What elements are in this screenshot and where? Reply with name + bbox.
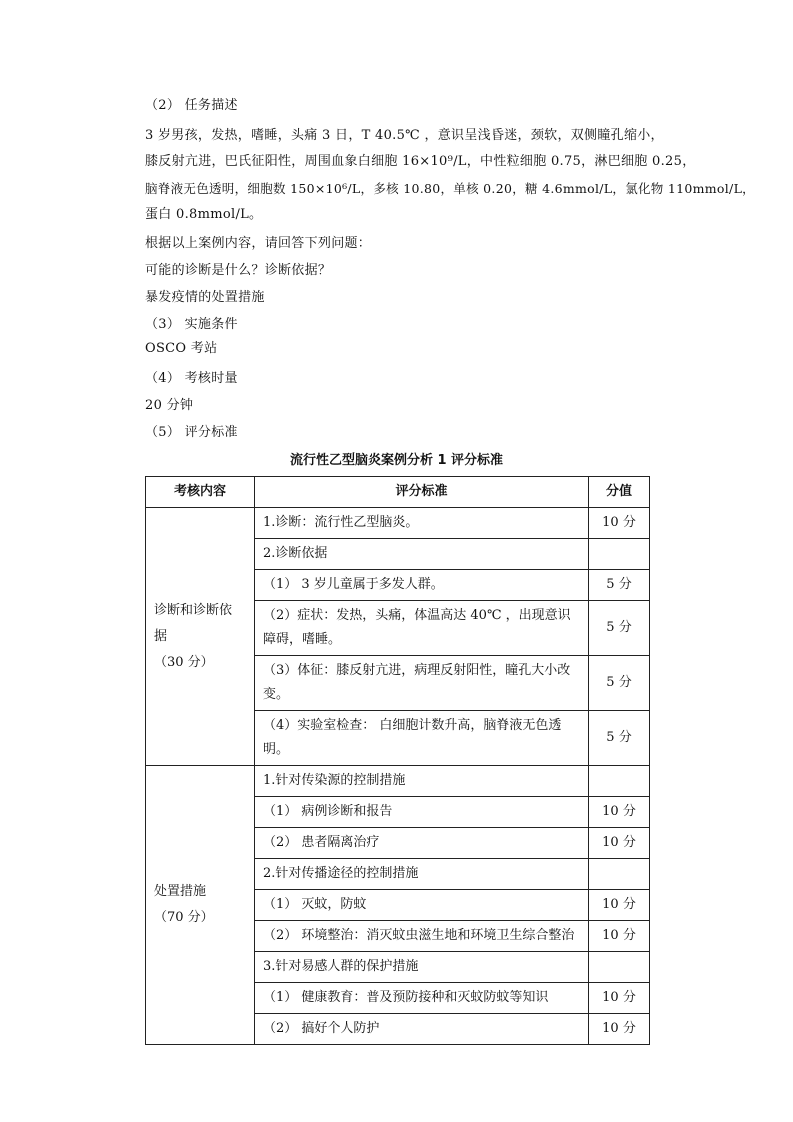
question-2: 暴发疫情的处置措施 xyxy=(145,290,265,305)
criterion-text: （2）症状：发热，头痛，体温高达 40℃ ，出现意识障碍，嗜睡。 xyxy=(255,601,589,656)
criterion-text: （2） 环境整治：消灭蚊虫滋生地和环境卫生综合整治 xyxy=(255,921,589,952)
header-content: 考核内容 xyxy=(146,477,255,508)
score-value: 5 分 xyxy=(589,570,650,601)
header-score: 分值 xyxy=(589,477,650,508)
case-text-line: 膝反射亢进，巴氏征阳性，周围血象白细胞 16×10⁹/L，中性粒细胞 0.75，淋巴细胞 0.25， xyxy=(145,154,696,169)
scoring-table xyxy=(145,476,650,1045)
category-measures xyxy=(146,766,255,1045)
criterion-text: 3.针对易感人群的保护措施 xyxy=(255,952,589,983)
case-text-line: 脑脊液无色透明，细胞数 150×10⁶/L，多核 10.80，单核 0.20，糖 4.6mmol/L，氯化物 110mmol/L， xyxy=(145,181,755,196)
category-text: 据 xyxy=(154,628,168,644)
time-heading: （4） 考核时量 xyxy=(145,371,238,386)
case-text-line: 蛋白 0.8mmol/L。 xyxy=(145,207,263,222)
task-heading: （2） 任务描述 xyxy=(145,98,238,113)
score-value: 10 分 xyxy=(589,828,650,859)
question-1: 可能的诊断是什么？诊断依据？ xyxy=(145,263,332,278)
score-value: 10 分 xyxy=(589,1014,650,1045)
category-points: （30 分） xyxy=(154,654,214,670)
standard-heading: （5） 评分标准 xyxy=(145,425,238,440)
criterion-text: 2.诊断依据 xyxy=(255,539,589,570)
category-points: （70 分） xyxy=(154,910,214,925)
case-text-line: 3 岁男孩，发热，嗜睡，头痛 3 日，T 40.5℃ ，意识呈浅昏迷，颈软，双侧瞳孔缩小， xyxy=(145,128,664,143)
score-value xyxy=(589,539,650,570)
conditions-value: OSCO 考站 xyxy=(145,341,218,356)
category-diagnosis xyxy=(146,508,255,766)
category-text: 诊断和诊断依 xyxy=(154,602,233,618)
score-value xyxy=(589,766,650,797)
score-value: 5 分 xyxy=(589,601,650,656)
table-caption: 流行性乙型脑炎案例分析 1 评分标准 xyxy=(289,453,504,468)
conditions-heading: （3） 实施条件 xyxy=(145,317,238,332)
criterion-text: 1.诊断：流行性乙型脑炎。 xyxy=(255,508,589,539)
score-value: 10 分 xyxy=(589,921,650,952)
score-value: 5 分 xyxy=(589,656,650,711)
table-row xyxy=(146,766,650,797)
criterion-text: （1） 灭蚊，防蚊 xyxy=(255,890,589,921)
score-value: 10 分 xyxy=(589,890,650,921)
table-row xyxy=(146,508,650,539)
criterion-text: 1.针对传染源的控制措施 xyxy=(255,766,589,797)
score-value xyxy=(589,859,650,890)
score-value xyxy=(589,952,650,983)
time-value: 20 分钟 xyxy=(145,398,194,413)
criterion-text: （2） 搞好个人防护 xyxy=(255,1014,589,1045)
criterion-text: （1） 病例诊断和报告 xyxy=(255,797,589,828)
score-value: 5 分 xyxy=(589,711,650,766)
table-header-row xyxy=(146,477,650,508)
score-value: 10 分 xyxy=(589,797,650,828)
criterion-text: （4）实验室检查： 白细胞计数升高，脑脊液无色透明。 xyxy=(255,711,589,766)
criterion-text: （1） 3 岁儿童属于多发人群。 xyxy=(255,570,589,601)
score-value: 10 分 xyxy=(589,508,650,539)
criterion-text: （1） 健康教育：普及预防接种和灭蚊防蚊等知识 xyxy=(255,983,589,1014)
score-value: 10 分 xyxy=(589,983,650,1014)
instruction-text: 根据以上案例内容，请回答下列问题： xyxy=(145,236,372,251)
header-standard: 评分标准 xyxy=(255,477,589,508)
criterion-text: （2） 患者隔离治疗 xyxy=(255,828,589,859)
criterion-text: 2.针对传播途径的控制措施 xyxy=(255,859,589,890)
category-text: 处置措施 xyxy=(154,884,207,899)
criterion-text: （3）体征：膝反射亢进，病理反射阳性，瞳孔大小改变。 xyxy=(255,656,589,711)
